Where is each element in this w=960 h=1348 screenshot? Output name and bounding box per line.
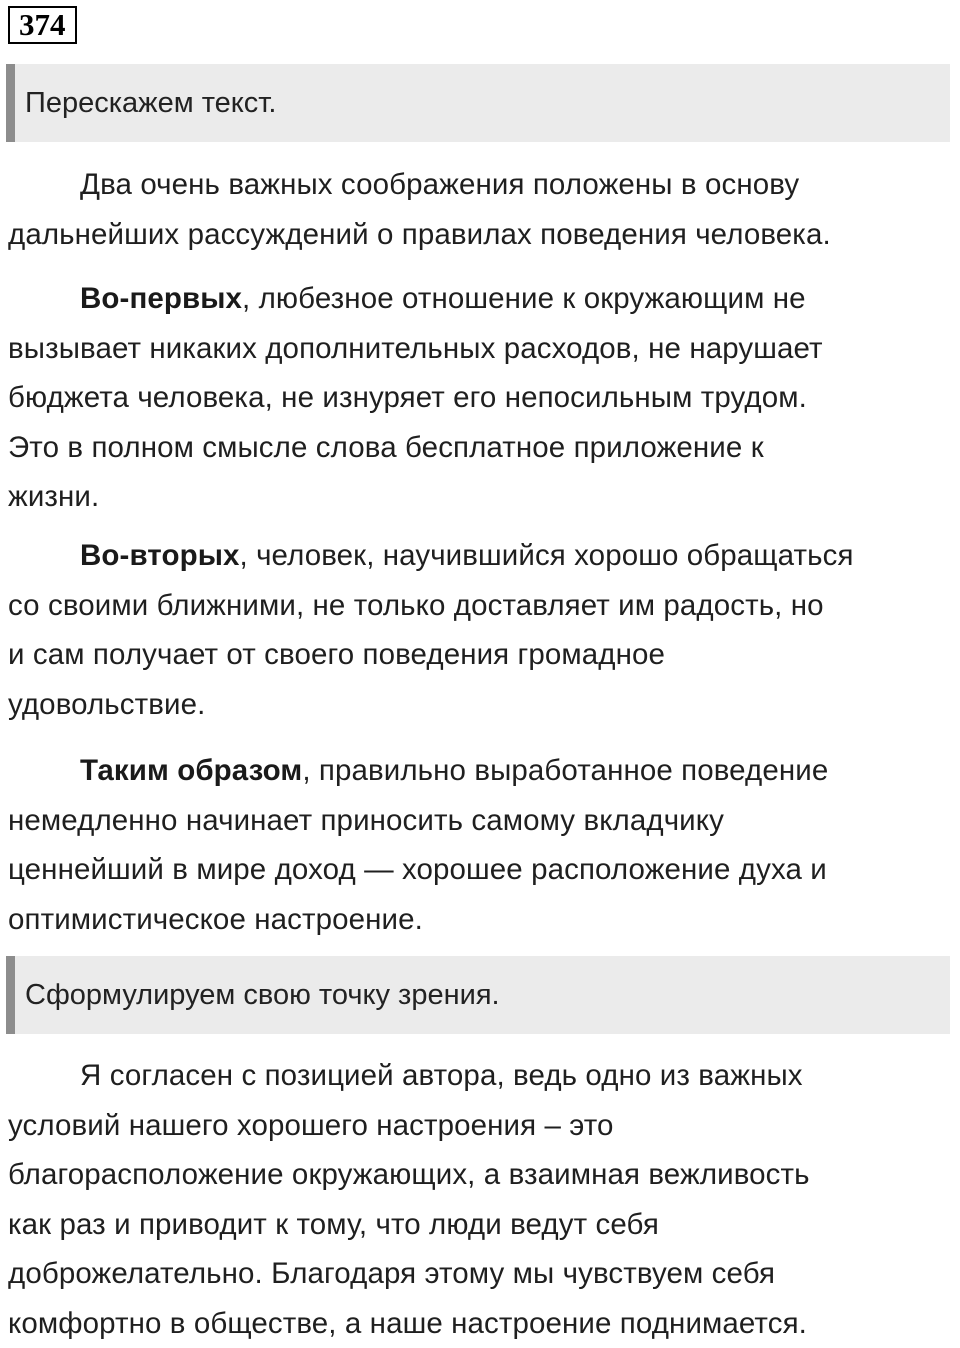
- section-heading-text: Сформулируем свою точку зрения.: [25, 979, 500, 1012]
- text-line: комфортно в обществе, а наше настроение поднимается.: [8, 1299, 958, 1348]
- text-line: Это в полном смысле слова бесплатное приложение к: [8, 423, 958, 473]
- text-line: Два очень важных соображения положены в основу: [8, 160, 958, 210]
- text-line: условий нашего хорошего настроения – это: [8, 1101, 958, 1151]
- text-line: немедленно начинает приносить самому вкладчику: [8, 796, 958, 846]
- text-fragment: , человек, научившийся хорошо обращаться: [240, 539, 854, 572]
- bold-lead: Таким образом: [80, 754, 302, 787]
- text-line: [8, 274, 958, 324]
- text-line: дальнейших рассуждений о правилах поведения человека.: [8, 210, 958, 260]
- text-line: жизни.: [8, 472, 958, 522]
- section-heading-text: Перескажем текст.: [25, 87, 276, 120]
- bold-lead: Во-вторых: [80, 539, 240, 572]
- paragraph-conclusion: [8, 746, 958, 944]
- paragraph-second-point: [8, 531, 958, 729]
- exercise-number: 374: [8, 6, 77, 44]
- text-line: как раз и приводит к тому, что люди ведут себя: [8, 1200, 958, 1250]
- text-line: [8, 531, 958, 581]
- paragraph-opinion: [8, 1051, 958, 1348]
- paragraph-intro: [8, 160, 958, 259]
- text-line: и сам получает от своего поведения громадное: [8, 630, 958, 680]
- text-line: ценнейший в мире доход — хорошее расположение духа и: [8, 845, 958, 895]
- text-line: бюджета человека, не изнуряет его непосильным трудом.: [8, 373, 958, 423]
- bold-lead: Во-первых: [80, 282, 242, 315]
- text-line: [8, 746, 958, 796]
- text-line: благорасположение окружающих, а взаимная вежливость: [8, 1150, 958, 1200]
- text-line: со своими ближними, не только доставляет им радость, но: [8, 581, 958, 631]
- paragraph-first-point: [8, 274, 958, 522]
- text-fragment: , правильно выработанное поведение: [302, 754, 828, 787]
- section-heading-opinion: [6, 956, 950, 1034]
- text-fragment: , любезное отношение к окружающим не: [242, 282, 806, 315]
- text-line: Я согласен с позицией автора, ведь одно из важных: [8, 1051, 958, 1101]
- text-line: вызывает никаких дополнительных расходов, не нарушает: [8, 324, 958, 374]
- text-line: удовольствие.: [8, 680, 958, 730]
- text-line: оптимистическое настроение.: [8, 895, 958, 945]
- section-heading-retell: [6, 64, 950, 142]
- text-line: доброжелательно. Благодаря этому мы чувствуем себя: [8, 1249, 958, 1299]
